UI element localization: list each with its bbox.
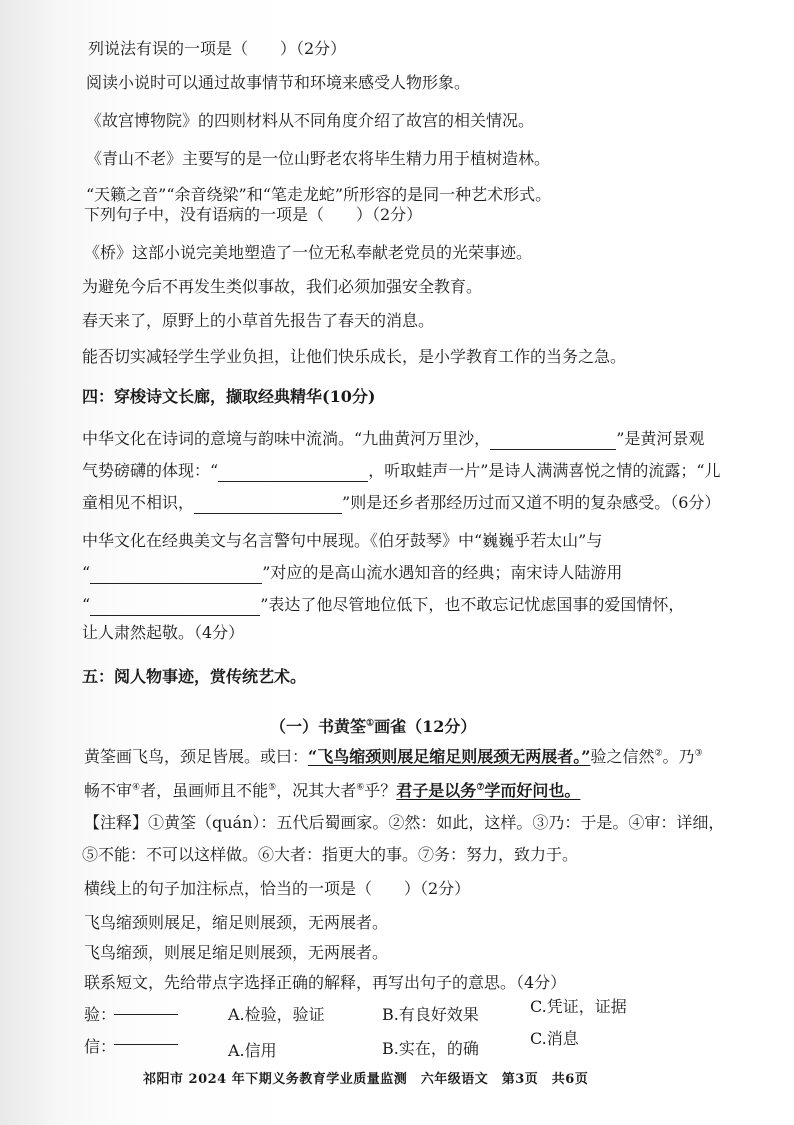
answer-blank[interactable]	[218, 465, 368, 482]
section-5-title: 五：阅人物事迹，赏传统艺术。	[82, 667, 307, 686]
text: ，听取蛙声一片”是诗人满满喜悦之情的流露；“儿	[368, 461, 721, 480]
word-label-1: 验：	[84, 1005, 117, 1024]
text: （一）书黄筌	[270, 717, 367, 736]
choice-option: A.信用	[228, 1041, 277, 1060]
word-label-2: 信：	[84, 1037, 117, 1056]
option-b: 《故宫博物院》的四则材料从不同角度介绍了故宫的相关情况。	[86, 111, 535, 130]
passage-line-1	[84, 746, 703, 768]
fill-line-6	[82, 594, 684, 616]
text: “	[82, 595, 91, 614]
text: 气势磅礴的体现：“	[82, 461, 219, 480]
option-d: 能否切实减轻学生学业负担，让他们快乐成长，是小学教育工作的当务之急。	[82, 347, 627, 366]
choice-option: B.有良好效果	[382, 1005, 479, 1024]
passage-line-2	[84, 780, 580, 802]
sub-question-1-option-a: 飞鸟缩颈则展足，缩足则展颈，无两展者。	[84, 913, 389, 932]
answer-blank[interactable]	[194, 497, 342, 514]
text: 黄筌画飞鸟，颈足皆展。或曰：	[84, 747, 309, 766]
text: 画雀（12分）	[374, 717, 477, 736]
text: 。乃	[662, 747, 695, 766]
passage-title	[270, 716, 476, 738]
option-a: 阅读小说时可以通过故事情节和环境来感受人物形象。	[86, 73, 471, 92]
footnote-mark: ⑦	[476, 782, 485, 793]
footnote-mark: ③	[694, 748, 703, 759]
text: 乎？	[364, 781, 397, 800]
annotation-line-2: ⑤不能：不可以这样做。⑥大者：指更大的事。⑦务：努力，致力于。	[82, 845, 579, 864]
text: ”表达了他尽管地位低下，也不敢忘记忧虑国事的爱国情怀，	[260, 595, 685, 614]
text: 者，虽画师且不能	[140, 781, 269, 800]
fill-line-4: 中华文化在经典美文与名言警句中展现。《伯牙鼓琴》中“巍巍乎若太山”与	[82, 531, 603, 550]
option-b: 为避免今后不再发生类似事故，我们必须加强安全教育。	[82, 277, 483, 296]
text: 童相见不相识，	[82, 493, 195, 512]
footnote-mark: ④	[132, 782, 141, 793]
sub-question-1-option-b: 飞鸟缩颈，则展足缩足则展颈，无两展者。	[84, 943, 389, 962]
annotation-line-1: 【注释】①黄筌（quán）：五代后蜀画家。②然：如此，这样。③乃：于是。④审：详细，	[84, 813, 725, 832]
option-c: 春天来了，原野上的小草首先报告了春天的消息。	[82, 311, 435, 330]
text: 君子是以务	[396, 781, 477, 800]
choice-option: C.凭证，证据	[530, 997, 627, 1016]
footnote-mark: ①	[366, 718, 375, 729]
answer-blank[interactable]	[114, 1014, 178, 1015]
question-stem-grammar: 下列句子中，没有语病的一项是（ ）（2分）	[84, 205, 423, 224]
choice-option: B.实在，的确	[382, 1039, 479, 1058]
option-c: 《青山不老》主要写的是一位山野老农将毕生精力用于植树造林。	[86, 149, 551, 168]
footnote-mark: ②	[654, 748, 663, 759]
text: ，况其大者	[276, 781, 357, 800]
section-4-title: 四：穿梭诗文长廊，撷取经典精华(10分)	[82, 387, 376, 406]
answer-blank[interactable]	[490, 433, 616, 450]
fill-line-7: 让人肃然起敬。（4分）	[82, 623, 245, 642]
option-a: 《桥》这部小说完美地塑造了一位无私奉献老党员的光荣事迹。	[84, 243, 533, 262]
footnote-mark: ⑥	[356, 782, 365, 793]
choice-option: A.检验，验证	[228, 1005, 325, 1024]
text: 验之信然	[590, 747, 655, 766]
sub-question-2-stem: 联系短文，先给带点字选择正确的解释，再写出句子的意思。（4分）	[84, 973, 567, 992]
question-stem-false-statement: 列说法有误的一项是（ ）（2分）	[88, 39, 347, 58]
text: 学而好问也。	[484, 781, 581, 800]
text: 中华文化在诗词的意境与韵味中流淌。“九曲黄河万里沙，	[82, 429, 491, 448]
underlined-sentence	[396, 781, 580, 800]
fill-line-1	[82, 428, 704, 450]
fill-line-3	[82, 492, 720, 514]
choice-option: C.消息	[530, 1029, 579, 1048]
option-d: “天籁之音”“余音绕梁”和“笔走龙蛇”所形容的是同一种艺术形式。	[86, 185, 552, 204]
fill-line-2	[82, 460, 721, 482]
answer-blank[interactable]	[114, 1044, 178, 1045]
answer-blank[interactable]	[90, 567, 262, 584]
footnote-mark: ⑤	[268, 782, 277, 793]
text: ”则是还乡者那经历过而又道不明的复杂感受。（6分）	[342, 493, 721, 512]
text: ”对应的是高山流水遇知音的经典；南宋诗人陆游用	[262, 563, 623, 582]
fill-line-5	[82, 562, 622, 584]
page-footer: 祁阳市 2024 年下期义务教育学业质量监测 六年级语文 第3页 共6页	[143, 1072, 589, 1087]
answer-blank[interactable]	[90, 599, 260, 616]
text: ”是黄河景观	[616, 429, 705, 448]
text: 畅不审	[84, 781, 133, 800]
sub-question-1-stem: 横线上的句子加注标点，恰当的一项是（ ）（2分）	[84, 879, 471, 898]
text: “	[82, 563, 91, 582]
underlined-sentence: “飞鸟缩颈则展足缩足则展颈无两展者。”	[308, 747, 591, 766]
